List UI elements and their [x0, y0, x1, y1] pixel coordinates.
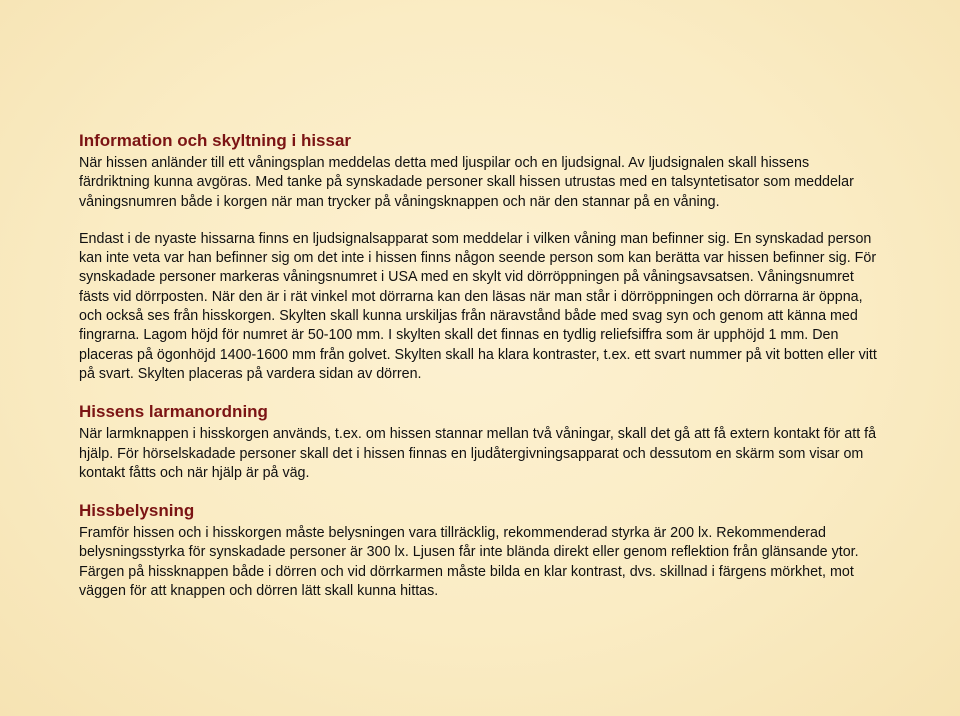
- paragraph-information-2: Endast i de nyaste hissarna finns en ljudsignalsapparat som meddelar i vilken våning man befinner sig. En synskadad person kan inte veta var han befinner sig om det inte i hissen finns någon seende person som kan berätta var hissen befinner sig. För synskadade personer markeras våningsnumret i USA med en skylt vid dörröppningen på våningsavsatsen. Våningsnumret fästs vid dörrposten. När den är i rät vinkel mot dörrarna kan den läsas när man står i dörröppningen och dörrarna är öppna, och också ses från hisskorgen. Skylten skall kunna urskiljas från näravstånd både med svag syn och genom att känna med fingrarna. Lagom höjd för numret är 50-100 mm. I skylten skall det finnas en tydlig reliefsiffra som är upphöjd 1 mm. Den placeras på ögonhöjd 1400-1600 mm från golvet. Skylten skall ha klara kontraster, t.ex. ett svart nummer på vit botten eller vitt på svart. Skylten placeras på vardera sidan av dörren.: [79, 230, 877, 382]
- paragraph-belysning-1: Framför hissen och i hisskorgen måste belysningen vara tillräcklig, rekommenderad styrka är 200 lx. Rekommenderad belysningsstyrka för synskadade personer är 300 lx. Ljusen får inte blända direkt eller genom reflektion från glänsande ytor. Färgen på hissknappen både i dörren och vid dörrkarmen måste bilda en klar kontrast, dvs. skillnad i färgens mörkhet, mot väggen för att knappen och dörren lätt skall kunna hittas.: [79, 525, 859, 600]
- section-heading-belysning: Hissbelysning: [79, 501, 195, 521]
- paragraph-larm-1: När larmknappen i hisskorgen används, t.ex. om hissen stannar mellan två våningar, skall det gå att få extern kontakt för att få hjälp. För hörselskadade personer skall det i hissen finnas en ljudåtergivningsapparat och dessutom en skärm som visar om kontakt fåtts och när hjälp är på väg.: [79, 426, 877, 481]
- section-heading-larm: Hissens larmanordning: [79, 402, 268, 422]
- paragraph-information-1: När hissen anländer till ett våningsplan meddelas detta med ljuspilar och en ljudsignal. Av ljudsignalen skall hissens färdriktning kunna avgöras. Med tanke på synskadade personer skall hissen utrustas med en talsyntetisator som meddelar våningsnumren både i korgen när man trycker på våningsknappen och när den stannar på en våning.: [79, 155, 854, 210]
- section-spacer: [79, 483, 879, 498]
- document-body: [79, 128, 879, 601]
- section-heading-information: Information och skyltning i hissar: [79, 131, 352, 150]
- paragraph-spacer: [79, 212, 879, 230]
- section-spacer: [79, 384, 879, 399]
